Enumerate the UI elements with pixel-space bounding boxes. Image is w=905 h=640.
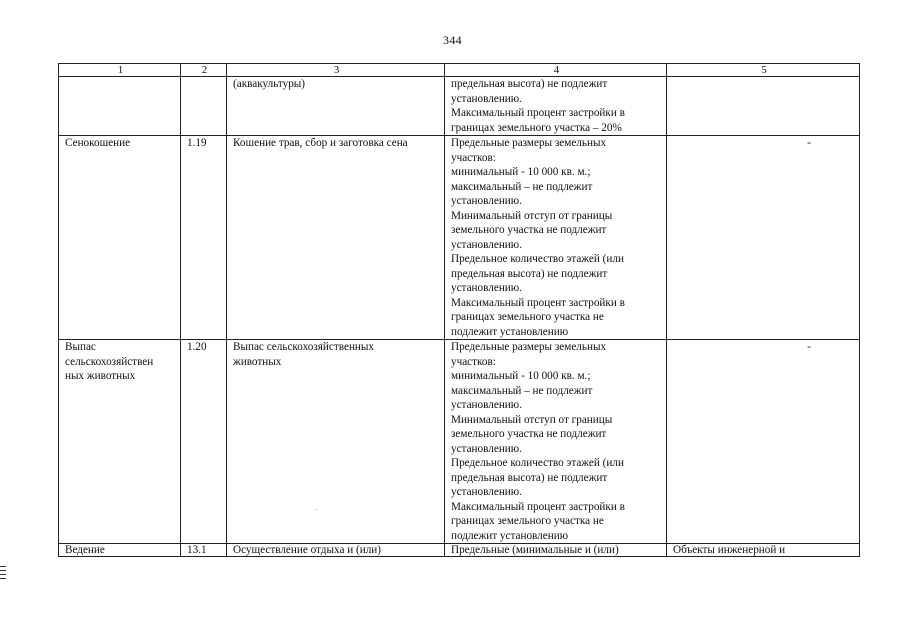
text-line: предельная высота) не подлежит xyxy=(451,267,608,280)
text-line: максимальный – не подлежит xyxy=(451,384,593,397)
page-number: 344 xyxy=(443,33,462,47)
text-line: предельная высота) не подлежит xyxy=(451,78,608,90)
text-line: Предельные (минимальные и (или) xyxy=(451,544,619,556)
text-line: Предельные размеры земельных xyxy=(451,137,607,149)
text-line: сельскохозяйствен xyxy=(65,355,154,368)
text-line: земельного участка не подлежит xyxy=(451,224,607,236)
cell-land-use-type xyxy=(59,77,181,136)
cell-code xyxy=(181,136,227,340)
cell-parameters xyxy=(445,77,667,136)
text-line: Выпас сельскохозяйственных xyxy=(233,341,375,353)
cell-parameters xyxy=(445,340,667,544)
text-line: 13.1 xyxy=(187,544,207,556)
text-line: максимальный – не подлежит xyxy=(451,180,593,193)
cell-code xyxy=(181,340,227,544)
text-line: минимальный - 10 000 кв. м.; xyxy=(451,370,591,382)
header-col-2: 2 xyxy=(181,64,227,77)
text-line: границах земельного участка – 20% xyxy=(451,121,622,134)
text-line: Ведение xyxy=(65,544,105,556)
text-line: Сенокошение xyxy=(65,137,131,149)
text-line: Максимальный процент застройки в xyxy=(451,296,625,309)
text-line: подлежит установлению xyxy=(451,325,569,338)
cell-parameters xyxy=(445,544,667,557)
text-line: Кошение трав, сбор и заготовка сена xyxy=(233,137,408,149)
cell-code xyxy=(181,77,227,136)
text-line: Объекты инженерной и xyxy=(673,544,786,556)
text-line: Максимальный процент застройки в xyxy=(451,500,625,513)
text-line: границах земельного участка не xyxy=(451,311,604,323)
text-line: животных xyxy=(233,355,282,368)
text-line: Минимальный отступ от границы xyxy=(451,209,613,222)
text-line: Предельные размеры земельных xyxy=(451,341,607,353)
text-line: земельного участка не подлежит xyxy=(451,428,607,440)
text-line: предельная высота) не подлежит xyxy=(451,471,608,484)
cell-land-use-type xyxy=(59,544,181,557)
text-line: подлежит установлению xyxy=(451,529,569,542)
text-line: установлению. xyxy=(451,399,522,411)
cell-description xyxy=(227,77,445,136)
text-line: Осуществление отдыха и (или) xyxy=(233,544,382,556)
text-line: установлению. xyxy=(451,282,522,294)
cell-land-use-type xyxy=(59,340,181,544)
text-line: 1.19 xyxy=(187,137,207,149)
text-line: участков: xyxy=(451,151,496,164)
text-line: участков: xyxy=(451,355,496,368)
text-line: ных животных xyxy=(65,370,136,382)
cell-land-use-type xyxy=(59,136,181,340)
cell-parameters xyxy=(445,136,667,340)
table-row-grazing xyxy=(59,340,860,544)
regulations-table xyxy=(58,63,860,557)
cell-restrictions xyxy=(667,136,860,340)
text-line: Выпас xyxy=(65,341,96,353)
cell-description xyxy=(227,340,445,544)
text-line: 1.20 xyxy=(187,341,207,353)
text-line: установлению. xyxy=(451,486,522,498)
header-col-3: 3 xyxy=(227,64,445,77)
text-line: Предельное количество этажей (или xyxy=(451,253,624,265)
cell-description xyxy=(227,544,445,557)
text-line: установлению. xyxy=(451,195,522,207)
cell-restrictions xyxy=(667,544,860,557)
cell-code xyxy=(181,544,227,557)
header-col-1: 1 xyxy=(59,64,181,77)
text-line: установлению. xyxy=(451,92,522,105)
scan-speck xyxy=(316,509,317,510)
header-col-4: 4 xyxy=(445,64,667,77)
cell-restrictions xyxy=(667,340,860,544)
margin-marks xyxy=(0,566,6,582)
text-line: Максимальный процент застройки в xyxy=(451,107,625,119)
table-row-continuation xyxy=(59,77,860,136)
table-header-row xyxy=(59,64,860,77)
table-row-truncated xyxy=(59,544,860,557)
text-line: установлению. xyxy=(451,238,522,251)
cell-description xyxy=(227,136,445,340)
dash-mark: - xyxy=(807,341,811,353)
cell-restrictions xyxy=(667,77,860,136)
text-line: границах земельного участка не xyxy=(451,515,604,527)
header-col-5: 5 xyxy=(667,64,860,77)
text-line: Предельное количество этажей (или xyxy=(451,457,624,469)
text-line: минимальный - 10 000 кв. м.; xyxy=(451,166,591,178)
text-line: (аквакультуры) xyxy=(233,78,306,90)
text-line: Минимальный отступ от границы xyxy=(451,413,613,426)
dash-mark: - xyxy=(807,137,811,149)
text-line: установлению. xyxy=(451,442,522,455)
table-row-haymaking xyxy=(59,136,860,340)
